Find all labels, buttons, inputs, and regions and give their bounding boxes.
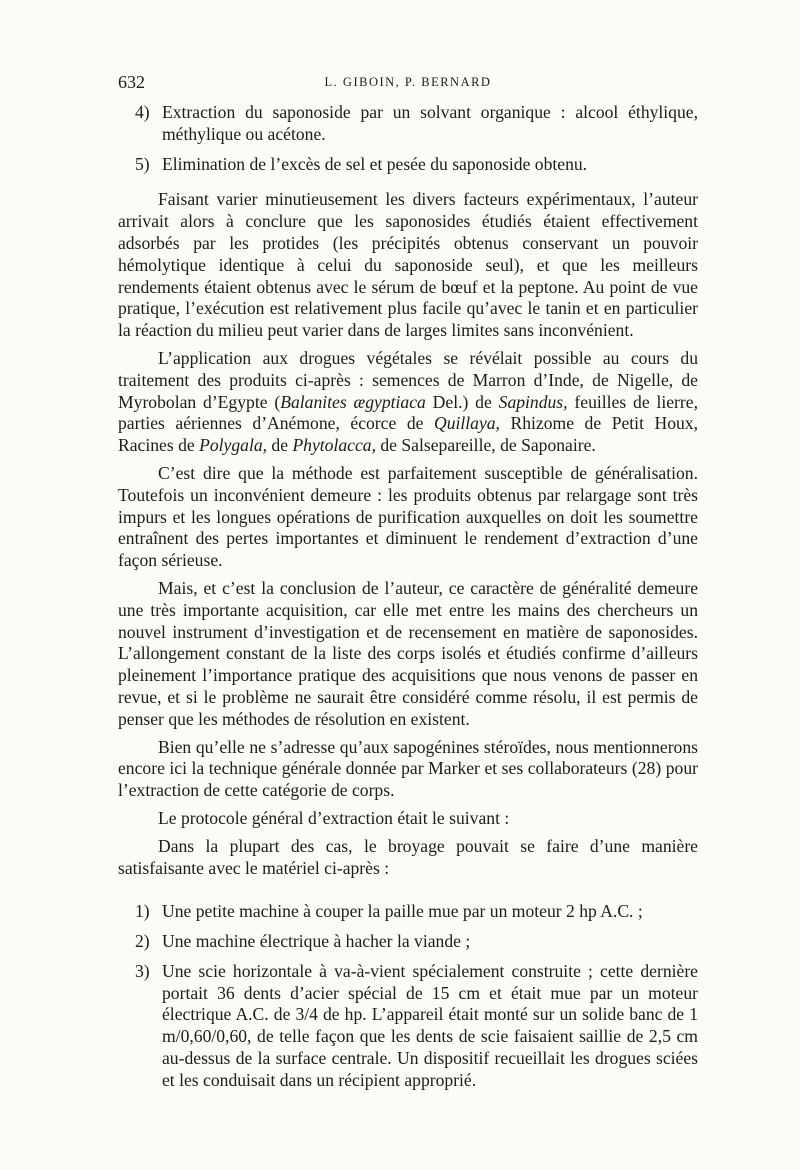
list-text: Extraction du saponoside par un solvant organique : alcool éthylique, méthylique ou acétone. [162,102,698,144]
list-text: Une petite machine à couper la paille mue par un moteur 2 hp A.C. ; [162,901,643,922]
page-header [118,72,698,94]
list-text: Une machine électrique à hacher la viande ; [162,931,471,952]
list-item [118,961,698,1092]
species-name: Balanites ægyptiaca [280,391,426,412]
list-text: Une scie horizontale à va-à-vient spécialement construite ; cette dernière portait 36 dents d’acier spécial de 15 cm et était mue par un moteur électrique A.C. de 3/4 de hp. L’appareil était monté sur un solide banc de 1 m/0,60/0,60, de telle façon que les dents de scie faisaient saillie de 2,5 cm au-dessus de la surface centrale. Un dispositif recueillait les drogues sciées et les conduisait dans un récipient approprié. [162,960,698,1090]
paragraph: Le protocole général d’extraction était le suivant : [158,807,510,828]
genus-name: Sapindus, [498,391,568,412]
paragraph: Faisant varier minutieusement les divers facteurs expérimentaux, l’auteur arrivait alors à conclure que les saponosides étudiés étaient effectivement adsorbés par les protides (les précipités obtenus conservant un pouvoir hémolytique identique à celui du saponoside seul), et que les meilleurs rendements étaient obtenus avec le sérum de bœuf et la peptone. Au point de vue pratique, l’exécution est relativement plus facile qu’avec le tanin et en particulier la réaction du milieu peut varier dans de larges limites sans inconvénient. [118,189,698,341]
list-number: 2) [135,931,150,952]
genus-name: Quillaya, [433,413,500,434]
genus-name: Phytolacca, [292,435,376,456]
running-head: L. GIBOIN, P. BERNARD [324,75,492,89]
paragraph-text: feuilles de lierre, parties aériennes d’Anémone, écorce de [118,391,698,434]
list-number: 1) [135,901,150,922]
list-number: 5) [135,153,150,174]
genus-name: Polygala, [199,435,268,456]
list-item [118,901,698,923]
list-number: 4) [135,102,150,122]
list-item [118,154,698,176]
list-item [118,102,698,146]
list-text: Elimination de l’excès de sel et pesée du saponoside obtenu. [162,153,588,174]
paragraph: Mais, et c’est la conclusion de l’auteur, ce caractère de généralité demeure une très importante acquisition, car elle met entre les mains des chercheurs un nouvel instrument d’investigation et de recensement en matière de saponosides. L’allongement constant de la liste des corps isolés et étudiés confirme d’ailleurs pleinement l’importance pratique des acquisitions que nous venons de passer en revue, et si le problème ne saurait être considéré comme résolu, il est permis de penser que les méthodes de résolution en existent. [118,577,698,729]
paragraph-text: Rhizome de Petit Houx, Racines de [118,413,698,456]
paragraph: Dans la plupart des cas, le broyage pouvait se faire d’une manière satisfaisante avec le matériel ci-après : [118,835,698,878]
paragraph-text: de [267,435,293,456]
page-body [118,102,698,1092]
paragraph [118,348,698,457]
paragraph-text: L’application aux drogues végétales se révélait possible au cours du traitement des produits ci-après : semences de Marron d’Inde, de Nigelle, de Myrobolan d’Egypte ( [118,347,698,412]
list-item [118,931,698,953]
paragraph: Bien qu’elle ne s’adresse qu’aux sapogénines stéroïdes, nous mentionnerons encore ici la technique générale donnée par Marker et ses collaborateurs (28) pour l’extraction de cette catégorie de corps. [118,736,698,801]
list-number: 3) [135,960,150,981]
paragraph-text: Del.) de [425,391,499,412]
paragraph: C’est dire que la méthode est parfaitement susceptible de généralisation. Toutefois un inconvénient demeure : les produits obtenus par relargage sont très impurs et les longues opérations de purification auxquelles on doit les soumettre entraînent des pertes importantes et diminuent le rendement d’extraction d’une façon sérieuse. [118,462,698,571]
paragraph-text: de Salsepareille, de Saponaire. [375,435,596,456]
page-number: 632 [118,72,145,92]
